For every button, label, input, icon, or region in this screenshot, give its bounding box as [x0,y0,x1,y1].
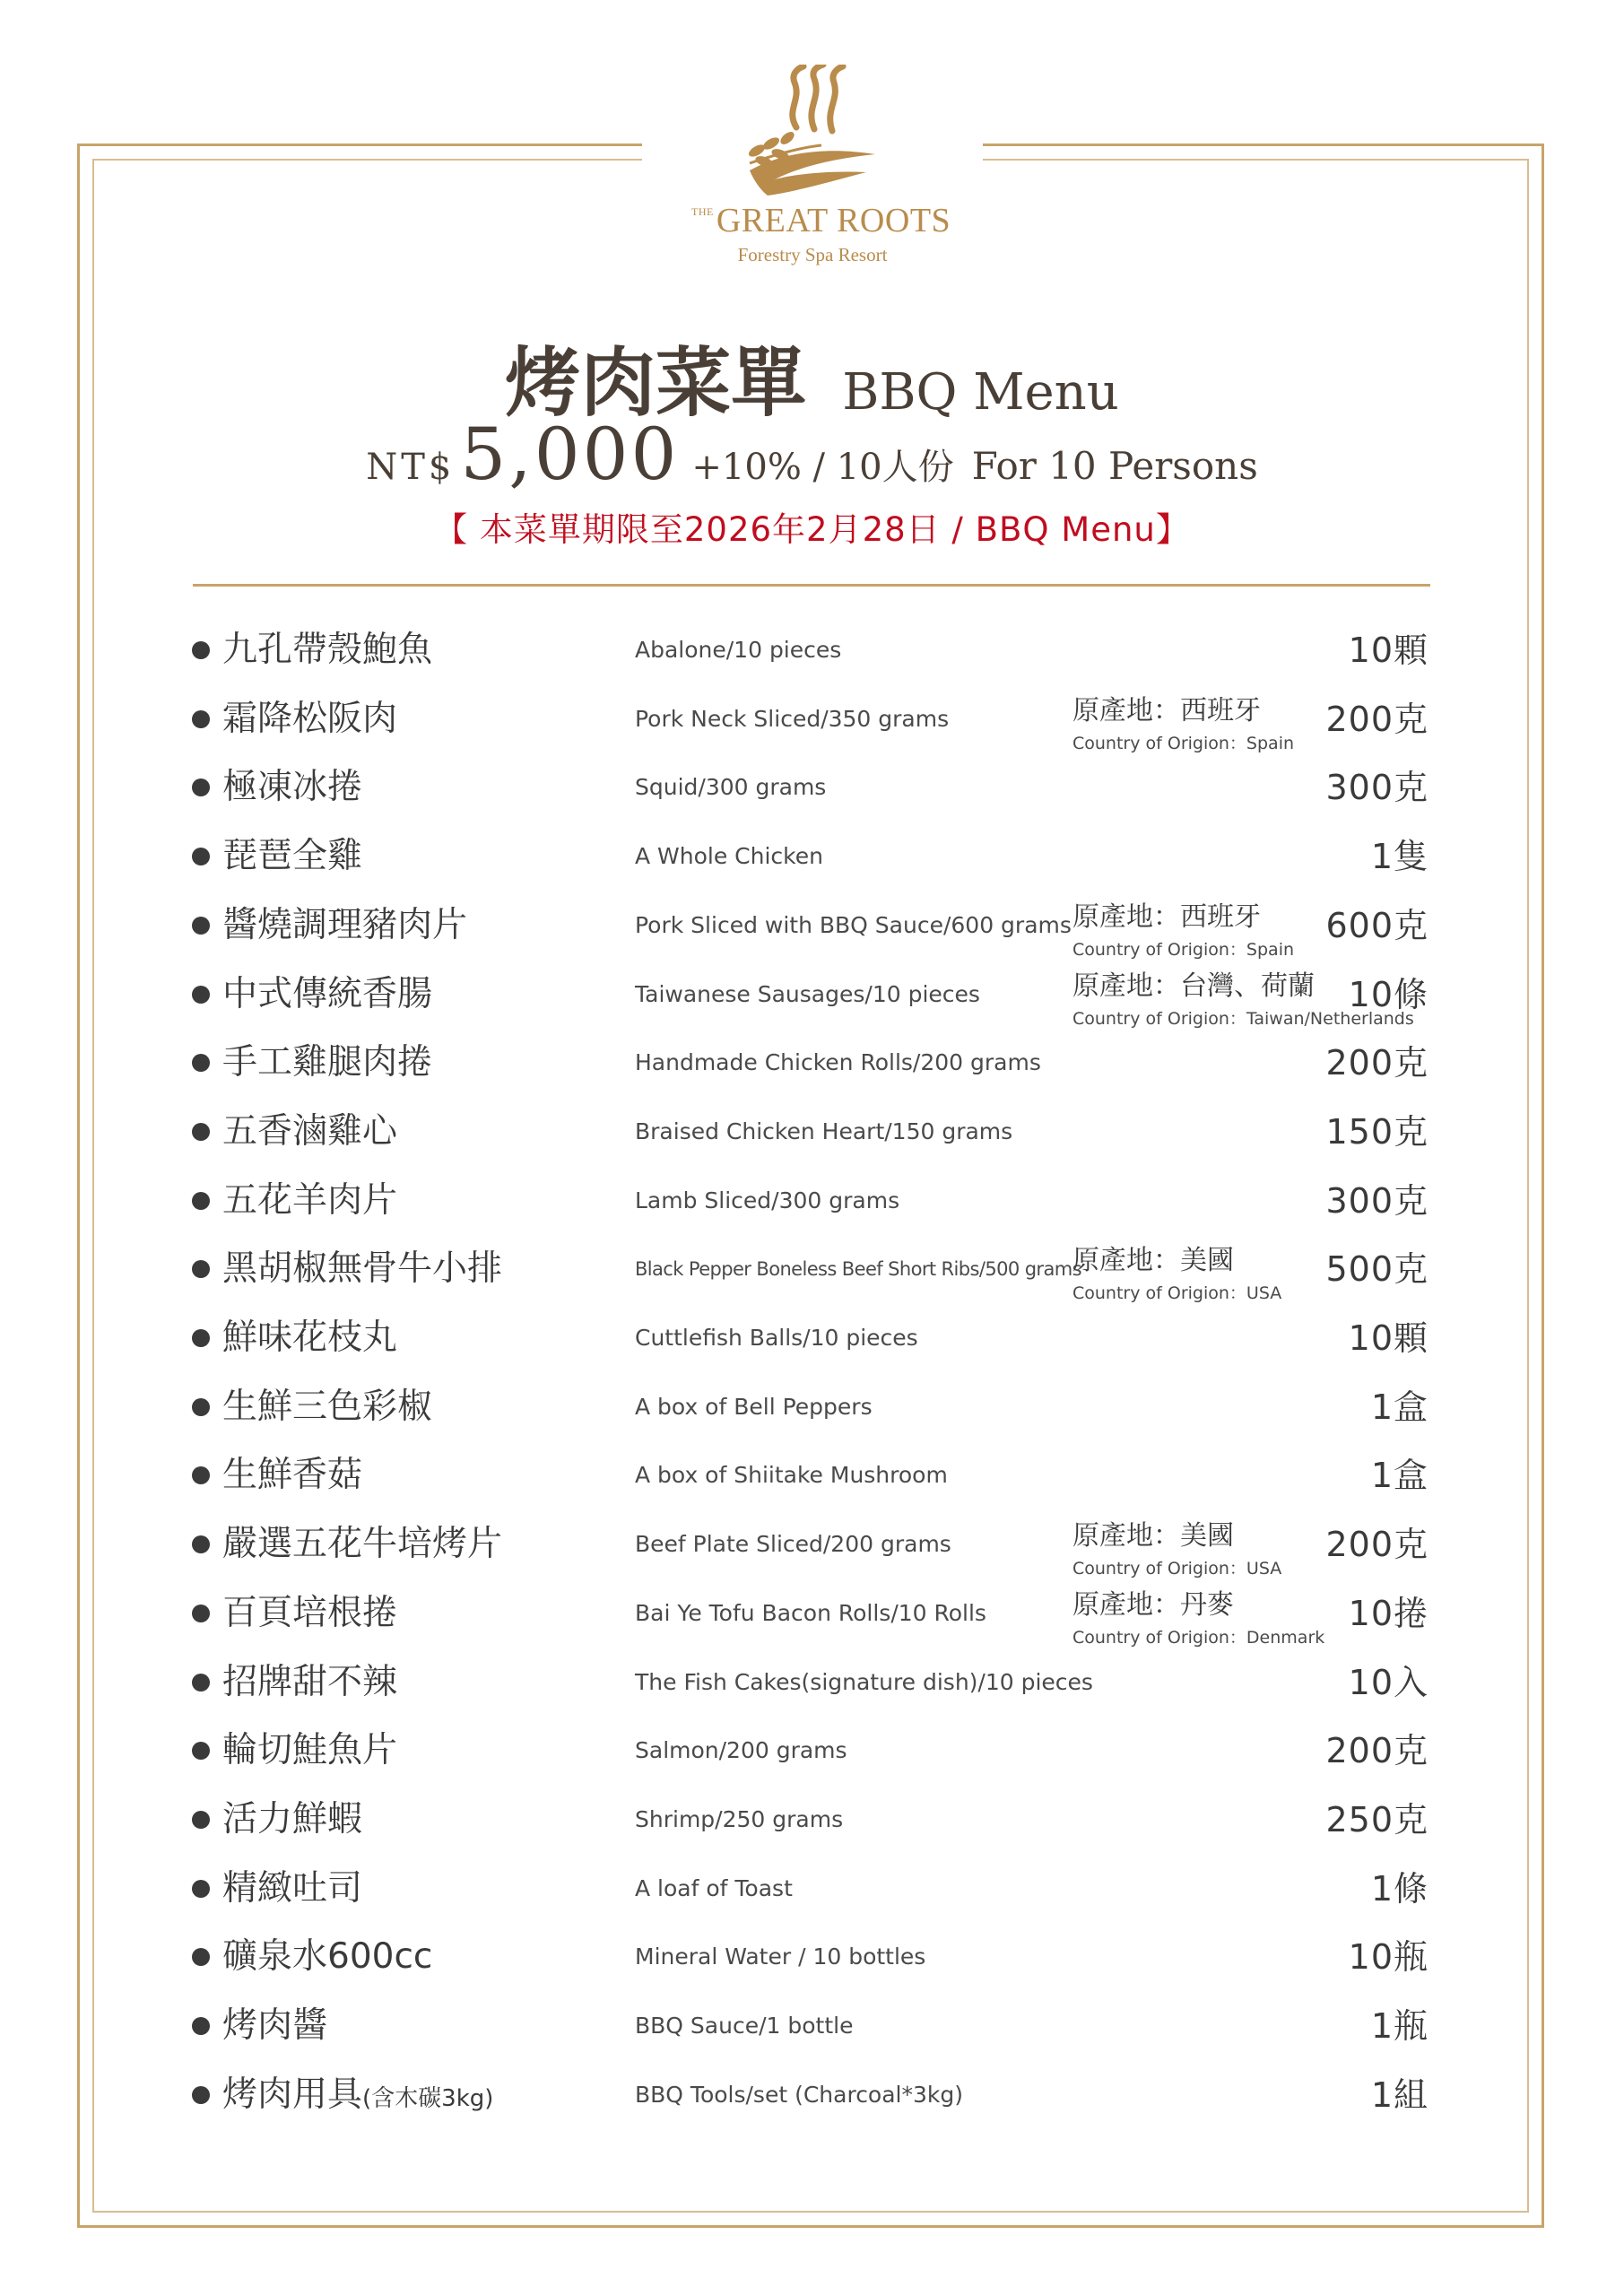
bullet-icon [192,641,210,659]
bullet-icon [192,1329,210,1347]
item-quantity: 1隻 [1370,837,1429,876]
item-quantity: 10顆 [1348,631,1429,670]
menu-item-row [0,1719,1624,1787]
item-quantity: 10捲 [1348,1594,1429,1633]
bullet-icon [192,1398,210,1416]
brand-name: $^{THE}$GREAT ROOTS [691,202,951,239]
item-quantity: 1盒 [1370,1387,1429,1427]
menu-item-row [0,1513,1624,1581]
item-origin: 原產地：美國 [1073,1245,1234,1276]
item-name-en: Bai Ye Tofu Bacon Rolls/10 Rolls [635,1600,986,1626]
item-quantity: 200克 [1325,1525,1429,1564]
item-origin: 原產地：西班牙 [1073,901,1261,933]
item-name-en: Squid/300 grams [635,774,827,800]
bullet-icon [192,1742,210,1760]
item-name-en: Black Pepper Boneless Beef Short Ribs/500 grams [635,1258,1081,1280]
brand-tagline: Forestry Spa Resort [737,244,888,265]
item-quantity: 250克 [1325,1800,1429,1839]
item-quantity: 200克 [1325,1043,1429,1083]
item-name-en: BBQ Tools/set (Charcoal*3kg) [635,2082,964,2108]
item-name-en: A Whole Chicken [635,843,823,869]
bullet-icon [192,1811,210,1829]
bullet-icon [192,1123,210,1141]
item-name-zh: 生鮮三色彩椒 [222,1387,433,1427]
item-name-en: BBQ Sauce/1 bottle [635,2013,854,2039]
bullet-icon [192,917,210,935]
item-quantity: 150克 [1325,1112,1429,1152]
item-quantity: 10條 [1348,975,1429,1014]
item-name-en: Cuttlefish Balls/10 pieces [635,1325,918,1351]
item-name-zh: 霜降松阪肉 [222,699,398,739]
menu-item-row [0,1031,1624,1100]
bullet-icon [192,1054,210,1072]
item-quantity: 10入 [1348,1663,1429,1702]
menu-item-row [0,688,1624,756]
bullet-icon [192,1880,210,1898]
price-line [0,413,1624,496]
bullet-icon [192,1605,210,1622]
item-quantity: 600克 [1325,906,1429,945]
item-name-zh: 五花羊肉片 [222,1180,398,1221]
title-english: BBQ Menu [842,363,1119,422]
menu-item-row [0,2064,1624,2132]
item-quantity: 1條 [1370,1869,1429,1909]
item-name-en: The Fish Cakes(signature dish)/10 pieces [635,1669,1093,1695]
menu-item-row [0,963,1624,1031]
item-quantity: 1盒 [1370,1456,1429,1495]
item-name-en: Salmon/200 grams [635,1737,847,1763]
bullet-icon [192,1192,210,1210]
item-name-en: A loaf of Toast [635,1875,793,1901]
bird-leaf-logo-icon [732,65,893,199]
menu-item-row [0,1857,1624,1926]
item-name-en: Lamb Sliced/300 grams [635,1187,900,1213]
item-origin-en: Country of Origion：USA [1073,1559,1282,1578]
item-origin: 原產地：台灣、荷蘭 [1073,970,1315,1002]
item-name-en: Pork Sliced with BBQ Sauce/600 grams [635,912,1072,938]
item-name-zh: 手工雞腿肉捲 [222,1042,433,1083]
menu-item-row [0,1995,1624,2063]
menu-item-row [0,756,1624,824]
bullet-icon [192,2086,210,2104]
menu-item-row [0,619,1624,687]
menu-item-row [0,1582,1624,1650]
item-origin: 原產地：美國 [1073,1520,1234,1552]
bullet-icon [192,1260,210,1278]
bullet-icon [192,1466,210,1484]
menu-item-row [0,1238,1624,1306]
item-name-zh: 活力鮮蝦 [222,1799,363,1839]
item-name-zh: 礦泉水600cc [222,1936,433,1977]
item-origin-en: Country of Origion：Taiwan/Netherlands [1073,1009,1414,1029]
item-name-zh: 烤肉醬 [222,2005,328,2046]
menu-item-row [0,1307,1624,1375]
bullet-icon [192,1948,210,1966]
menu-item-row [0,1376,1624,1444]
item-quantity: 500克 [1325,1249,1429,1289]
item-quantity: 1組 [1370,2075,1429,2115]
item-origin-en: Country of Origion：USA [1073,1283,1282,1303]
validity-notice: 【 本菜單期限至2026年2月28日 / BBQ Menu】 [434,510,1190,549]
item-quantity: 200克 [1325,700,1429,739]
item-name-en: Abalone/10 pieces [635,637,842,663]
item-name-zh: 琵琶全雞 [222,836,363,876]
item-name-zh: 五香滷雞心 [222,1111,398,1152]
item-quantity: 1瓶 [1370,2006,1429,2046]
item-name-zh: 嚴選五花牛培烤片 [222,1524,503,1564]
item-name-zh: 九孔帶殼鮑魚 [222,630,433,670]
item-origin: 原產地：西班牙 [1073,695,1261,726]
item-name-en: A box of Shiitake Mushroom [635,1462,948,1488]
item-name-zh: 鮮味花枝丸 [222,1318,398,1358]
item-name-zh: 烤肉用具(含木碳3kg) [222,2074,494,2115]
item-name-en: Pork Neck Sliced/350 grams [635,706,950,732]
item-quantity: 10瓶 [1348,1937,1429,1977]
item-name-en: Braised Chicken Heart/150 grams [635,1118,1013,1144]
menu-item-row [0,1926,1624,1994]
header-divider [193,584,1430,587]
item-name-en: Mineral Water / 10 bottles [635,1944,926,1970]
bullet-icon [192,1674,210,1692]
item-origin-en: Country of Origion：Denmark [1073,1628,1325,1648]
item-origin-en: Country of Origion：Spain [1073,734,1295,753]
item-name-en: Taiwanese Sausages/10 pieces [635,981,980,1007]
bullet-icon [192,778,210,796]
serving-english: For 10 Persons [971,444,1258,488]
menu-item-row [0,825,1624,893]
item-quantity: 300克 [1325,1181,1429,1221]
item-name-en: Shrimp/250 grams [635,1806,844,1832]
item-name-zh: 輪切鮭魚片 [222,1730,398,1770]
item-quantity: 200克 [1325,1731,1429,1770]
bullet-icon [192,710,210,728]
menu-item-row [0,1651,1624,1719]
item-name-zh: 百頁培根捲 [222,1593,398,1633]
bullet-icon [192,986,210,1004]
menu-item-row [0,1170,1624,1238]
item-name-zh: 極凍冰捲 [222,767,363,807]
title-chinese: 烤肉菜單 [505,338,807,427]
menu-item-row [0,1788,1624,1857]
currency-label: NT$ [366,447,456,488]
item-name-note: (含木碳3kg) [362,2085,494,2112]
menu-item-row [0,894,1624,962]
item-name-zh: 黑胡椒無骨牛小排 [222,1248,503,1289]
item-name-en: A box of Bell Peppers [635,1394,873,1420]
item-origin-en: Country of Origion：Spain [1073,940,1295,960]
item-name-zh: 生鮮香菇 [222,1455,363,1495]
item-name-en: Handmade Chicken Rolls/200 grams [635,1049,1041,1075]
menu-item-row [0,1100,1624,1169]
price-amount: 5,000 [460,413,680,496]
resort-logo [691,65,951,280]
item-name-zh: 中式傳統香腸 [222,974,433,1014]
bullet-icon [192,1535,210,1553]
item-quantity: 10顆 [1348,1318,1429,1358]
bullet-icon [192,848,210,865]
price-suffix: +10% / 10人份 [691,447,954,488]
item-name-zh: 醬燒調理豬肉片 [222,905,468,945]
item-name-zh: 精緻吐司 [222,1868,363,1909]
menu-item-row [0,1444,1624,1512]
item-origin: 原產地：丹麥 [1073,1589,1234,1621]
bullet-icon [192,2017,210,2035]
item-name-zh: 招牌甜不辣 [222,1662,398,1702]
item-quantity: 300克 [1325,768,1429,807]
item-name-en: Beef Plate Sliced/200 grams [635,1531,951,1557]
